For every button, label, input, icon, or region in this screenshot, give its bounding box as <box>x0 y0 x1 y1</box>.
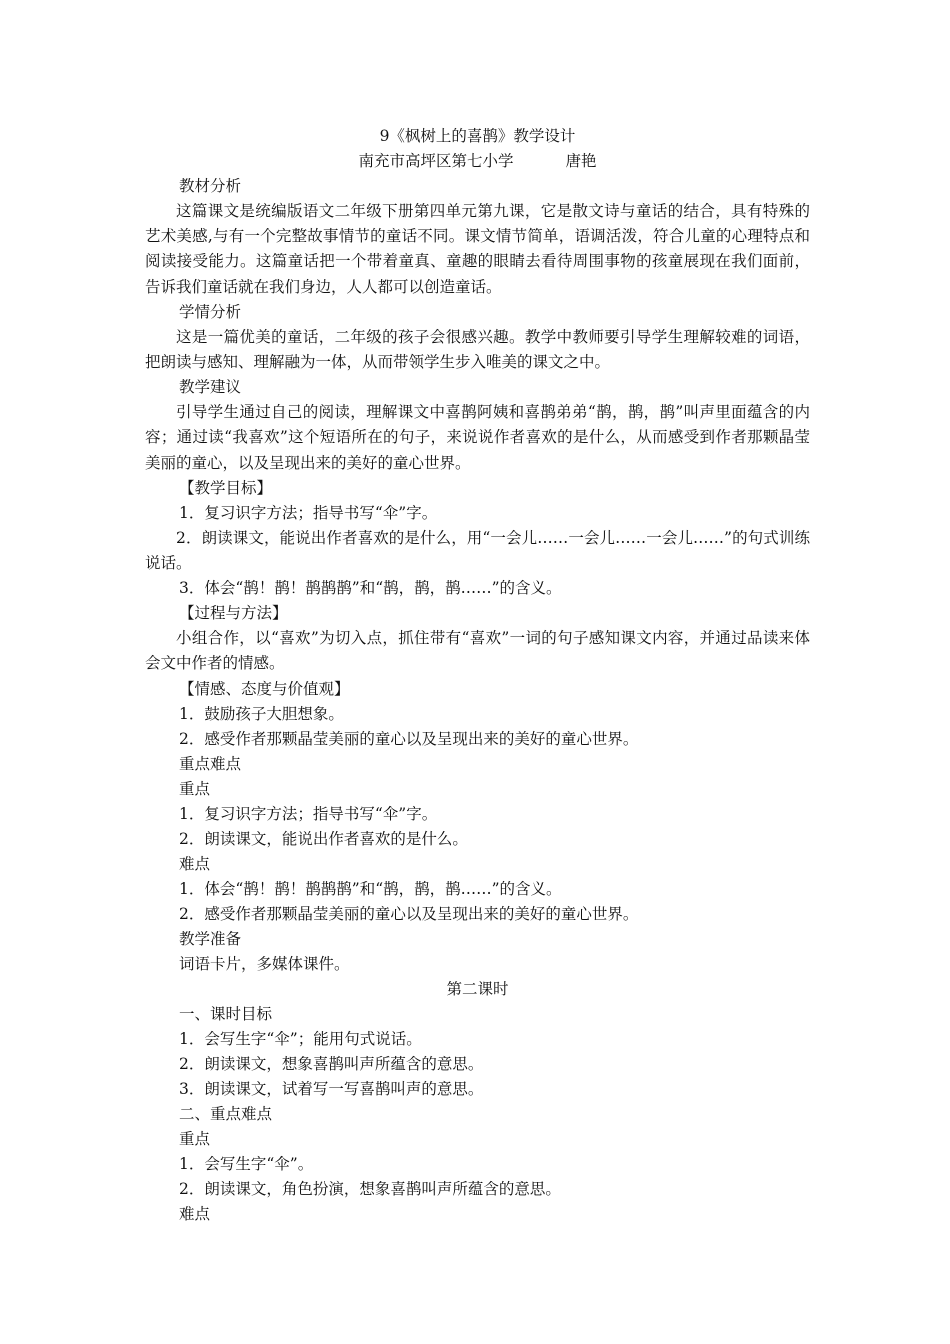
section-heading: 【教学目标】 <box>179 478 273 497</box>
lesson-heading: 第二课时 <box>446 979 509 998</box>
section-heading: 【情感、态度与价值观】 <box>179 679 350 698</box>
list-item: 1．体会“鹊！鹊！鹊鹊鹊”和“鹊，鹊，鹊……”的含义。 <box>179 879 562 898</box>
subsection-heading: 难点 <box>179 1204 211 1223</box>
paragraph: 引导学生通过自己的阅读，理解课文中喜鹊阿姨和喜鹊弟弟“鹊，鹊，鹊”叫声里面蕴含的内容；通过读“我喜欢”这个短语所在的句子，来说说作者喜欢的是什么，从而感受到作者那颗晶莹美丽的童心，以及呈现出来的美好的童心世界。 <box>145 403 810 472</box>
list-item: 2．朗读课文，能说出作者喜欢的是什么。 <box>179 829 468 848</box>
school-name: 南充市高坪区第七小学 <box>358 152 514 170</box>
section-heading: 一、课时目标 <box>179 1004 273 1023</box>
section-heading: 教学准备 <box>179 929 242 948</box>
section-heading: 学情分析 <box>179 302 242 321</box>
list-item: 3．朗读课文，试着写一写喜鹊叫声的意思。 <box>179 1079 484 1098</box>
list-item: 1．会写生字“伞”；能用句式说话。 <box>179 1029 422 1048</box>
paragraph: 这篇课文是统编版语文二年级下册第四单元第九课，它是散文诗与童话的结合，具有特殊的艺术美感,与有一个完整故事情节的童话不同。课文情节简单，语调活泼，符合儿童的心理特点和阅读接受能力。这篇童话把一个带着童真、童趣的眼睛去看待周围事物的孩童展现在我们面前，告诉我们童话就在我们身边，人人都可以创造童话。 <box>145 202 810 296</box>
section-heading: 教学建议 <box>179 378 242 397</box>
list-item: 2．朗读课文，能说出作者喜欢的是什么，用“一会儿……一会儿……一会儿……”的句式训练说话。 <box>145 528 810 573</box>
paragraph: 这是一篇优美的童话，二年级的孩子会很感兴趣。教学中教师要引导学生理解较难的词语，把朗读与感知、理解融为一体，从而带领学生步入唯美的课文之中。 <box>145 327 810 372</box>
subsection-heading: 难点 <box>179 854 211 873</box>
author-name: 唐艳 <box>565 152 597 170</box>
list-item: 2．感受作者那颗晶莹美丽的童心以及呈现出来的美好的童心世界。 <box>179 904 639 923</box>
list-item: 1．会写生字“伞”。 <box>179 1154 314 1173</box>
subsection-heading: 重点 <box>179 779 211 798</box>
paragraph: 小组合作，以“喜欢”为切入点，抓住带有“喜欢”一词的句子感知课文内容，并通过品读来体会文中作者的情感。 <box>145 629 810 673</box>
section-heading: 重点难点 <box>179 754 242 773</box>
section-heading: 教材分析 <box>179 177 242 195</box>
author-line <box>145 149 810 174</box>
list-item: 2．朗读课文，想象喜鹊叫声所蕴含的意思。 <box>179 1054 484 1073</box>
list-item: 2．感受作者那颗晶莹美丽的童心以及呈现出来的美好的童心世界。 <box>179 729 639 748</box>
list-item: 3．体会“鹊！鹊！鹊鹊鹊”和“鹊，鹊，鹊……”的含义。 <box>179 579 562 598</box>
list-item: 1．复习识字方法；指导书写“伞”字。 <box>179 804 438 823</box>
paragraph: 词语卡片，多媒体课件。 <box>179 954 350 973</box>
document-page <box>145 124 810 1227</box>
subsection-heading: 重点 <box>179 1129 211 1148</box>
list-item: 1．复习识字方法；指导书写“伞”字。 <box>179 503 438 522</box>
list-item: 2．朗读课文，角色扮演，想象喜鹊叫声所蕴含的意思。 <box>179 1179 561 1198</box>
document-title: 9《枫树上的喜鹊》教学设计 <box>379 127 576 145</box>
list-item: 1．鼓励孩子大胆想象。 <box>179 704 344 723</box>
section-heading: 【过程与方法】 <box>179 604 288 623</box>
section-heading: 二、重点难点 <box>179 1104 273 1123</box>
